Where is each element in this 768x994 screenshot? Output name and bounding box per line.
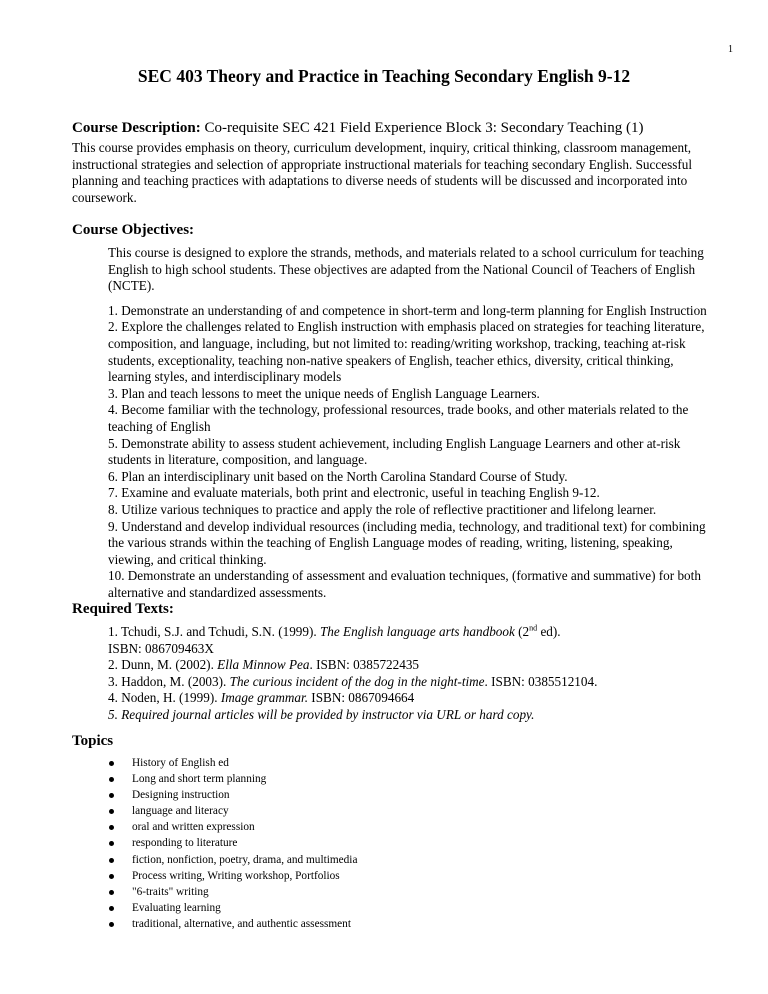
bullet-icon xyxy=(109,841,114,846)
bullet-icon xyxy=(109,761,114,766)
required-texts-list xyxy=(108,624,718,724)
list-item: responding to literature xyxy=(108,835,357,851)
page-number: 1 xyxy=(728,44,733,55)
course-description-text: This course provides emphasis on theory, curriculum development, inquiry, critical thinking, classroom management, instructional strategies and selection of appropriate instructional materials for teaching secondary English. Successful planning and teaching practices with adaptations to diverse needs of students will be discussed and incorporated into coursework. xyxy=(72,140,692,205)
required-text-item: 5. Required journal articles will be provided by instructor via URL or hard copy. xyxy=(108,706,535,722)
course-objectives-heading: Course Objectives: xyxy=(72,222,195,238)
required-text-item: 1. Tchudi, S.J. and Tchudi, S.N. (1999). The English language arts handbook (2nd ed). xyxy=(108,623,561,639)
list-item: Evaluating learning xyxy=(108,900,357,916)
objective-item: 4. Become familiar with the technology, professional resources, trade books, and other materials related to the teaching of English xyxy=(108,402,689,434)
bullet-icon xyxy=(109,793,114,798)
objective-item: 9. Understand and develop individual resources (including media, technology, and traditional text) for combining the various strands within the teaching of English Language modes of reading, writing, listening, speaking, viewing, and critical thinking. xyxy=(108,518,706,567)
required-text-item: 4. Noden, H. (1999). Image grammar. ISBN: 0867094664 xyxy=(108,690,415,706)
list-item: language and literacy xyxy=(108,803,357,819)
bullet-icon xyxy=(109,777,114,782)
topics-list xyxy=(108,755,357,932)
objective-item: 7. Examine and evaluate materials, both print and electronic, useful in teaching English 9-12. xyxy=(108,485,600,501)
list-item: Long and short term planning xyxy=(108,771,357,787)
course-objectives-section xyxy=(108,245,718,601)
objective-item: 5. Demonstrate ability to assess student achievement, including English Language Learners and other at-risk students in literature, composition, and language. xyxy=(108,435,681,468)
required-text-item: 2. Dunn, M. (2002). Ella Minnow Pea. ISBN: 0385722435 xyxy=(108,657,420,673)
list-item: fiction, nonfiction, poetry, drama, and multimedia xyxy=(108,852,357,868)
objective-item: 10. Demonstrate an understanding of assessment and evaluation techniques, (formative and summative) for both alternative and standardized assessments. xyxy=(108,568,701,600)
list-item: Process writing, Writing workshop, Portfolios xyxy=(108,868,357,884)
required-text-item: 3. Haddon, M. (2003). The curious incident of the dog in the night-time. ISBN: 0385512104. xyxy=(108,673,598,689)
course-description-line xyxy=(72,120,643,137)
bullet-icon xyxy=(109,858,114,863)
objective-item: 1. Demonstrate an understanding of and competence in short-term and long-term planning for English Instruction xyxy=(108,302,707,318)
required-text-isbn: ISBN: 086709463X xyxy=(108,640,214,656)
topics-heading: Topics xyxy=(72,733,114,749)
course-description-heading: Course Description: xyxy=(72,120,201,136)
list-item: traditional, alternative, and authentic assessment xyxy=(108,916,357,932)
corequisite-text: Co-requisite SEC 421 Field Experience Block 3: Secondary Teaching (1) xyxy=(204,120,644,136)
bullet-icon xyxy=(109,825,114,830)
objective-item: 2. Explore the challenges related to English instruction with emphasis placed on strategies for teaching literature, composition, and language, including, but not limited to: reading/writing workshop, tracking, teaching at-risk students, exceptionality, teaching non-native speakers of English, teacher ethics, diversity, critical thinking, learning styles, and interdisciplinary models xyxy=(108,319,705,385)
bullet-icon xyxy=(109,890,114,895)
bullet-icon xyxy=(109,874,114,879)
required-texts-heading: Required Texts: xyxy=(72,601,174,617)
objective-item: 8. Utilize various techniques to practice and apply the role of reflective practitioner and lifelong learner. xyxy=(108,501,657,517)
page-title: SEC 403 Theory and Practice in Teaching Secondary English 9-12 xyxy=(137,66,631,86)
list-item: oral and written expression xyxy=(108,819,357,835)
objective-item: 3. Plan and teach lessons to meet the unique needs of English Language Learners. xyxy=(108,385,540,401)
bullet-icon xyxy=(109,922,114,927)
list-item: History of English ed xyxy=(108,755,357,771)
bullet-icon xyxy=(109,809,114,814)
objective-item: 6. Plan an interdisciplinary unit based on the North Carolina Standard Course of Study. xyxy=(108,468,568,484)
bullet-icon xyxy=(109,906,114,911)
objectives-intro: This course is designed to explore the strands, methods, and materials related to a school curriculum for teaching English to high school students. These objectives are adapted from the National Council of Teachers of English (NCTE). xyxy=(108,245,704,294)
list-item: "6-traits" writing xyxy=(108,884,357,900)
list-item: Designing instruction xyxy=(108,787,357,803)
